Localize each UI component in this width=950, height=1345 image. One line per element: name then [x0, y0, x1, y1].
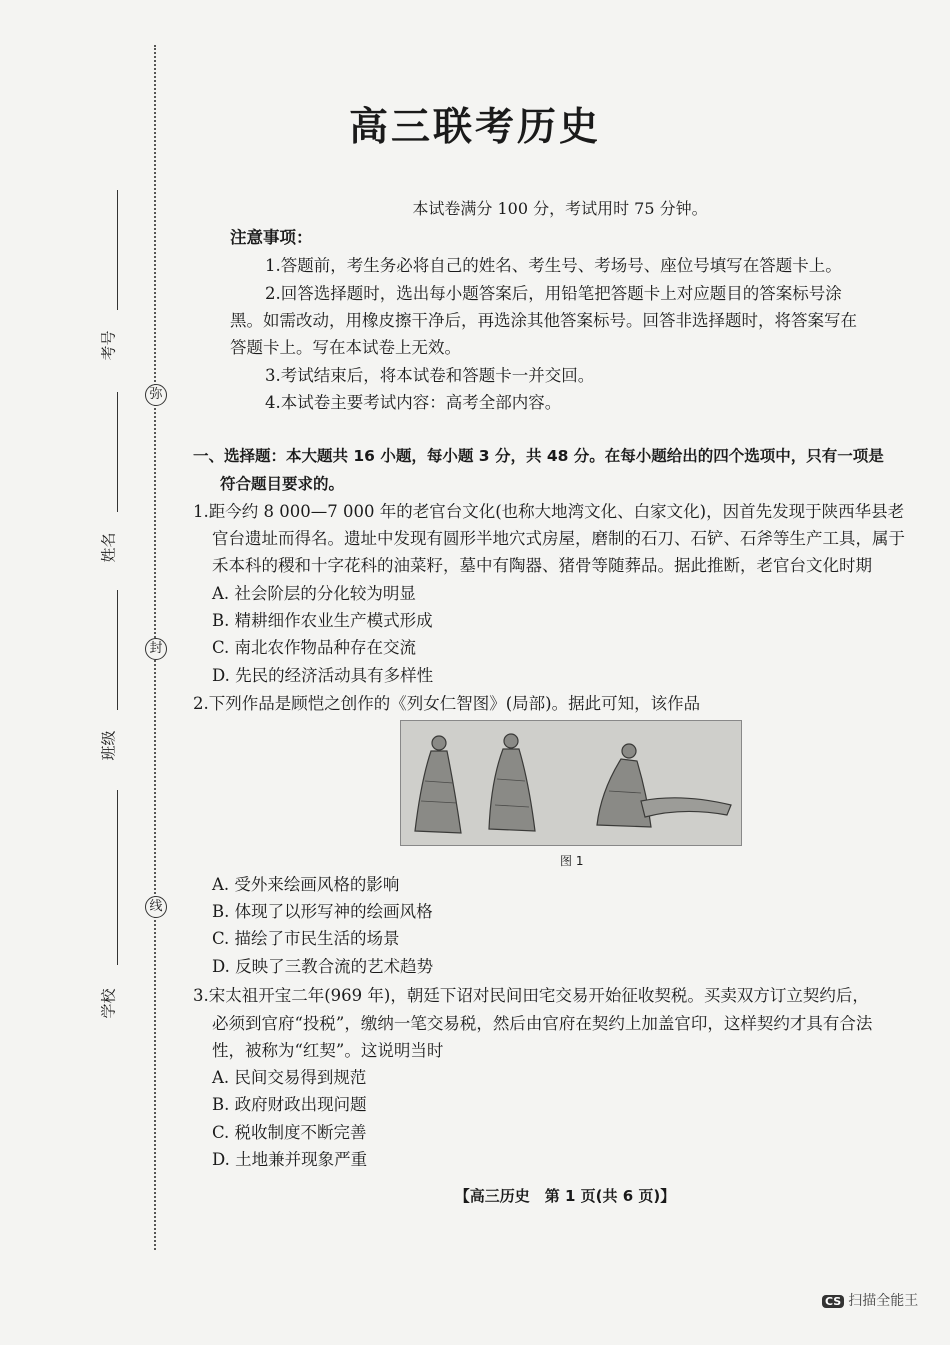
question-1-stem: 官台遗址而得名。遗址中发现有圆形半地穴式房屋，磨制的石刀、石铲、石斧等生产工具，属于 [212, 529, 905, 548]
painting-image [401, 721, 741, 845]
figure-caption: 图 1 [560, 854, 584, 868]
seal-xian: 线 [145, 896, 167, 918]
question-2-stem: 2.下列作品是顾恺之创作的《列女仁智图》(局部)。据此可知，该作品 [193, 694, 701, 713]
section-heading: 一、选择题：本大题共 16 小题，每小题 3 分，共 48 分。在每小题给出的四个选项中，只有一项是 [193, 447, 884, 465]
school-line [117, 790, 118, 965]
scanner-logo [822, 1290, 950, 1310]
question-1-option-b: B. 精耕细作农业生产模式形成 [212, 611, 433, 630]
question-3-option-a: A. 民间交易得到规范 [212, 1068, 367, 1087]
question-1-option-a: A. 社会阶层的分化较为明显 [212, 584, 416, 603]
question-1-stem: 1.距今约 8 000—7 000 年的老官台文化(也称大地湾文化、白家文化)，因首先发现于陕西华县老 [193, 502, 905, 521]
question-2-option-d: D. 反映了三教合流的艺术趋势 [212, 957, 434, 976]
notice-line: 2.回答选择题时，选出每小题答案后，用铅笔把答题卡上对应题目的答案标号涂 [265, 284, 842, 303]
notice-line: 答题卡上。写在本试卷上无效。 [230, 338, 461, 357]
page-title: 高三联考历史 [348, 105, 601, 150]
question-1-option-c: C. 南北农作物品种存在交流 [212, 638, 417, 657]
notice-line: 黑。如需改动，用橡皮擦干净后，再选涂其他答案标号。回答非选择题时，将答案写在 [230, 311, 857, 330]
question-3-stem: 必须到官府“投税”，缴纳一笔交易税，然后由官府在契约上加盖官印，这样契约才具有合法 [212, 1014, 873, 1033]
question-3-option-b: B. 政府财政出现问题 [212, 1095, 367, 1114]
painting-figure [400, 720, 742, 846]
question-1-stem: 禾本科的稷和十字花科的油菜籽，墓中有陶器、猪骨等随葬品。据此推断，老官台文化时期 [212, 556, 872, 575]
seal-feng: 封 [145, 638, 167, 660]
notice-heading: 注意事项： [230, 228, 313, 247]
scanner-logo-badge: CS [822, 1295, 844, 1308]
class-line [117, 590, 118, 710]
question-3-option-d: D. 土地兼并现象严重 [212, 1150, 368, 1169]
question-3-stem: 性，被称为“红契”。这说明当时 [212, 1041, 444, 1060]
section-heading-cont: 符合题目要求的。 [220, 475, 345, 493]
notice-line: 3.考试结束后，将本试卷和答题卡一并交回。 [265, 366, 595, 385]
exam-info: 本试卷满分 100 分，考试用时 75 分钟。 [412, 199, 708, 218]
page-footer: 【高三历史 第 1 页(共 6 页)】 [454, 1187, 676, 1205]
school-label: 学校 [99, 988, 118, 1019]
question-2-option-a: A. 受外来绘画风格的影响 [212, 875, 400, 894]
seal-mi: 弥 [145, 384, 167, 406]
question-3-stem: 3.宋太祖开宝二年(969 年)，朝廷下诏对民间田宅交易开始征收契税。买卖双方订立契约后， [193, 986, 869, 1005]
question-1-option-d: D. 先民的经济活动具有多样性 [212, 666, 434, 685]
question-2-option-c: C. 描绘了市民生活的场景 [212, 929, 400, 948]
question-3-option-c: C. 税收制度不断完善 [212, 1123, 367, 1142]
question-2-option-b: B. 体现了以形写神的绘画风格 [212, 902, 433, 921]
notice-line: 1.答题前，考生务必将自己的姓名、考生号、考场号、座位号填写在答题卡上。 [265, 256, 842, 275]
name-label: 姓名 [99, 532, 118, 563]
scanner-logo-text: 扫描全能王 [848, 1293, 919, 1309]
exam-number-label: 考号 [99, 330, 118, 361]
name-line [117, 392, 118, 512]
notice-line: 4.本试卷主要考试内容：高考全部内容。 [265, 393, 562, 412]
class-label: 班级 [99, 730, 118, 761]
